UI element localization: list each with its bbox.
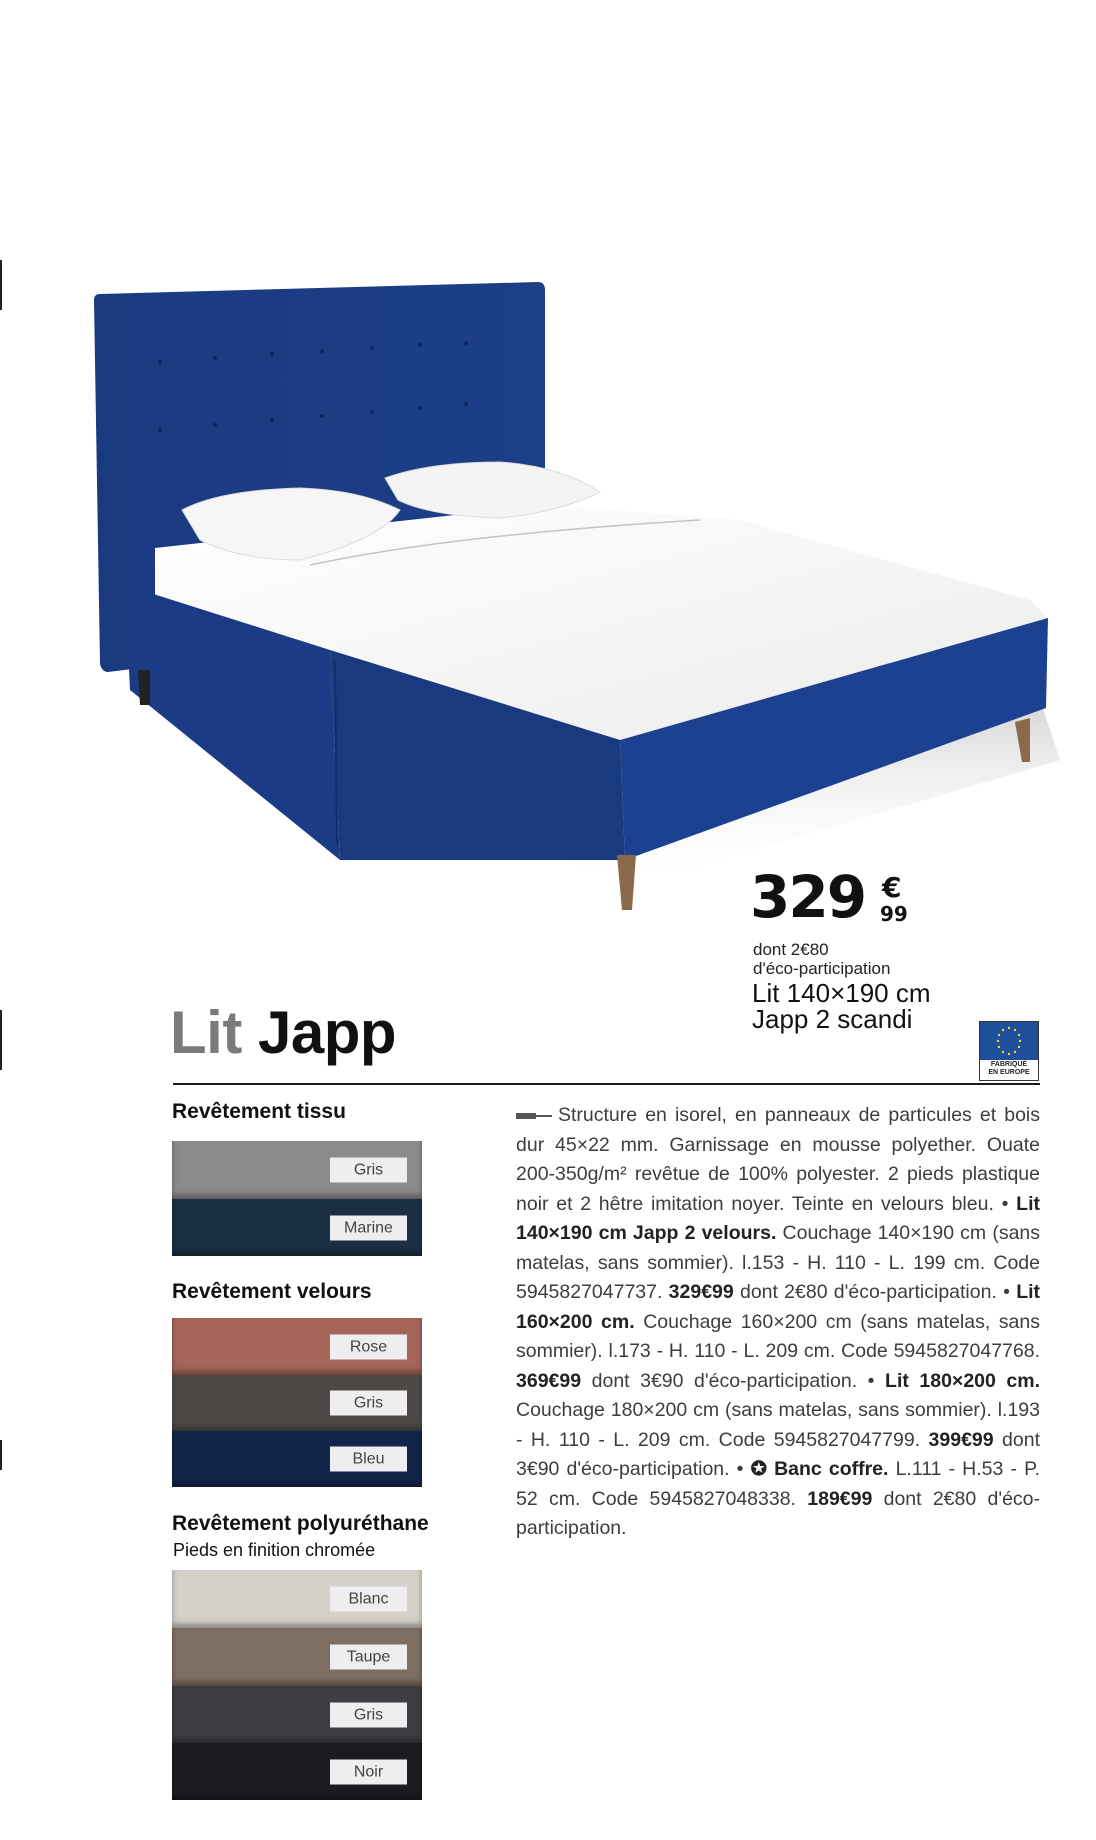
swatch-option-taupe[interactable]: [172, 1628, 422, 1686]
price-currency: €: [882, 871, 902, 904]
edge-mark: [0, 1010, 2, 1070]
title-prefix: Lit: [170, 999, 242, 1066]
product-description: [516, 1101, 1040, 1544]
arrow-lead-icon: [516, 1111, 554, 1121]
swatch-option-noir[interactable]: [172, 1743, 422, 1800]
made-in-europe-badge: [979, 1021, 1039, 1081]
swatch-label: Taupe: [330, 1645, 407, 1670]
swatch-label: Gris: [330, 1158, 407, 1183]
swatch-label: Rose: [330, 1334, 407, 1359]
variant-2-price: 369€99: [516, 1369, 582, 1392]
variant-2-text: Couchage 160×200 cm (sans matelas, sans sommier). l.173 - H. 110 - L. 209 cm. Code 5945827047768.: [516, 1310, 1041, 1362]
swatch-option-bleu[interactable]: [172, 1431, 422, 1487]
price-product-name: [752, 980, 931, 1032]
bullet-icon: •: [1003, 1281, 1010, 1303]
variant-4-price: 189€99: [807, 1487, 873, 1510]
finish-heading-tissu: Revêtement tissu: [172, 1100, 346, 1123]
title-name: Japp: [257, 999, 397, 1066]
swatch-option-blanc[interactable]: [172, 1570, 422, 1628]
price-euros: 329: [750, 863, 866, 931]
badge-text: [980, 1061, 1038, 1077]
price-cents: 99: [880, 902, 908, 926]
variant-1-eco: dont 2€80 d'éco-participation.: [739, 1281, 997, 1303]
swatch-option-gris[interactable]: [172, 1375, 422, 1431]
variant-4-eco: dont 2€80 d'éco-participation.: [516, 1487, 1041, 1539]
price-eco-participation: [753, 940, 890, 978]
desc-intro: Structure en isorel, en panneaux de particules et bois dur 45×22 mm. Garnissage en mousse polyether. Ouate 200-350g/m² revêtue de 100% polyester. 2 pieds plastique noir et 2 hêtre imitation noyer. Teinte en velours bleu.: [516, 1104, 1040, 1215]
variant-2-eco: dont 3€90 d'éco-participation.: [591, 1369, 858, 1392]
swatch-label: Noir: [330, 1759, 407, 1784]
edge-mark: [0, 1440, 2, 1470]
variant-3-name: Lit 180×200 cm.: [885, 1369, 1040, 1392]
finish-subtitle: Pieds en finition chromée: [173, 1540, 376, 1560]
eco-line-1: dont 2€80: [753, 940, 829, 959]
swatch-option-marine[interactable]: [172, 1199, 422, 1256]
finish-heading-velours: Revêtement velours: [172, 1280, 372, 1303]
variant-4-text: L.111 - H.53 - P. 52 cm. Code 5945827048338.: [516, 1458, 1040, 1510]
bullet-icon: •: [867, 1369, 875, 1392]
swatch-label: Blanc: [330, 1587, 407, 1612]
variant-3-price: 399€99: [928, 1428, 994, 1451]
variant-4-name: Banc coffre.: [774, 1458, 889, 1480]
eu-flag-icon: [980, 1022, 1038, 1060]
variant-1-name: Lit 140×190 cm Japp 2 velours.: [516, 1192, 1040, 1244]
swatch-label: Bleu: [330, 1447, 407, 1472]
swatch-tissu: [172, 1141, 422, 1256]
title-divider: [173, 1083, 1040, 1085]
bullet-icon: •: [1001, 1192, 1009, 1215]
swatch-label: Gris: [330, 1702, 407, 1727]
variant-1-text: Couchage 140×190 cm (sans matelas, sans sommier). l.153 - H. 110 - L. 199 cm. Code 5945827047737.: [516, 1222, 1041, 1303]
badge-line-2: EN EUROPE: [988, 1069, 1030, 1076]
variant-3-eco: dont 3€90 d'éco-participation.: [516, 1428, 1040, 1480]
bullet-icon: •: [736, 1458, 744, 1480]
swatch-option-gris[interactable]: [172, 1141, 422, 1199]
star-icon: ✪: [750, 1458, 767, 1480]
product-line-1: Lit 140×190 cm: [752, 978, 931, 1008]
eco-line-2: d'éco-participation: [753, 959, 891, 978]
finish-heading-polyurethane: Revêtement polyuréthane: [172, 1512, 429, 1535]
swatch-option-rose[interactable]: [172, 1318, 422, 1375]
swatch-label: Gris: [330, 1391, 407, 1416]
variant-2-name: Lit 160×200 cm.: [516, 1281, 1041, 1333]
swatch-option-gris[interactable]: [172, 1686, 422, 1743]
swatch-polyurethane: [172, 1570, 422, 1800]
badge-line-1: FABRIQUÉ: [990, 1061, 1028, 1068]
swatch-velours: [172, 1318, 422, 1487]
product-title: [170, 998, 396, 1068]
variant-1-price: 329€99: [668, 1281, 734, 1303]
swatch-label: Marine: [330, 1215, 407, 1240]
product-line-2: Japp 2 scandi: [752, 1004, 913, 1034]
variant-3-text: Couchage 180×200 cm (sans matelas, sans sommier). l.193 - H. 110 - L. 209 cm. Code 5945827047799.: [516, 1399, 1040, 1451]
